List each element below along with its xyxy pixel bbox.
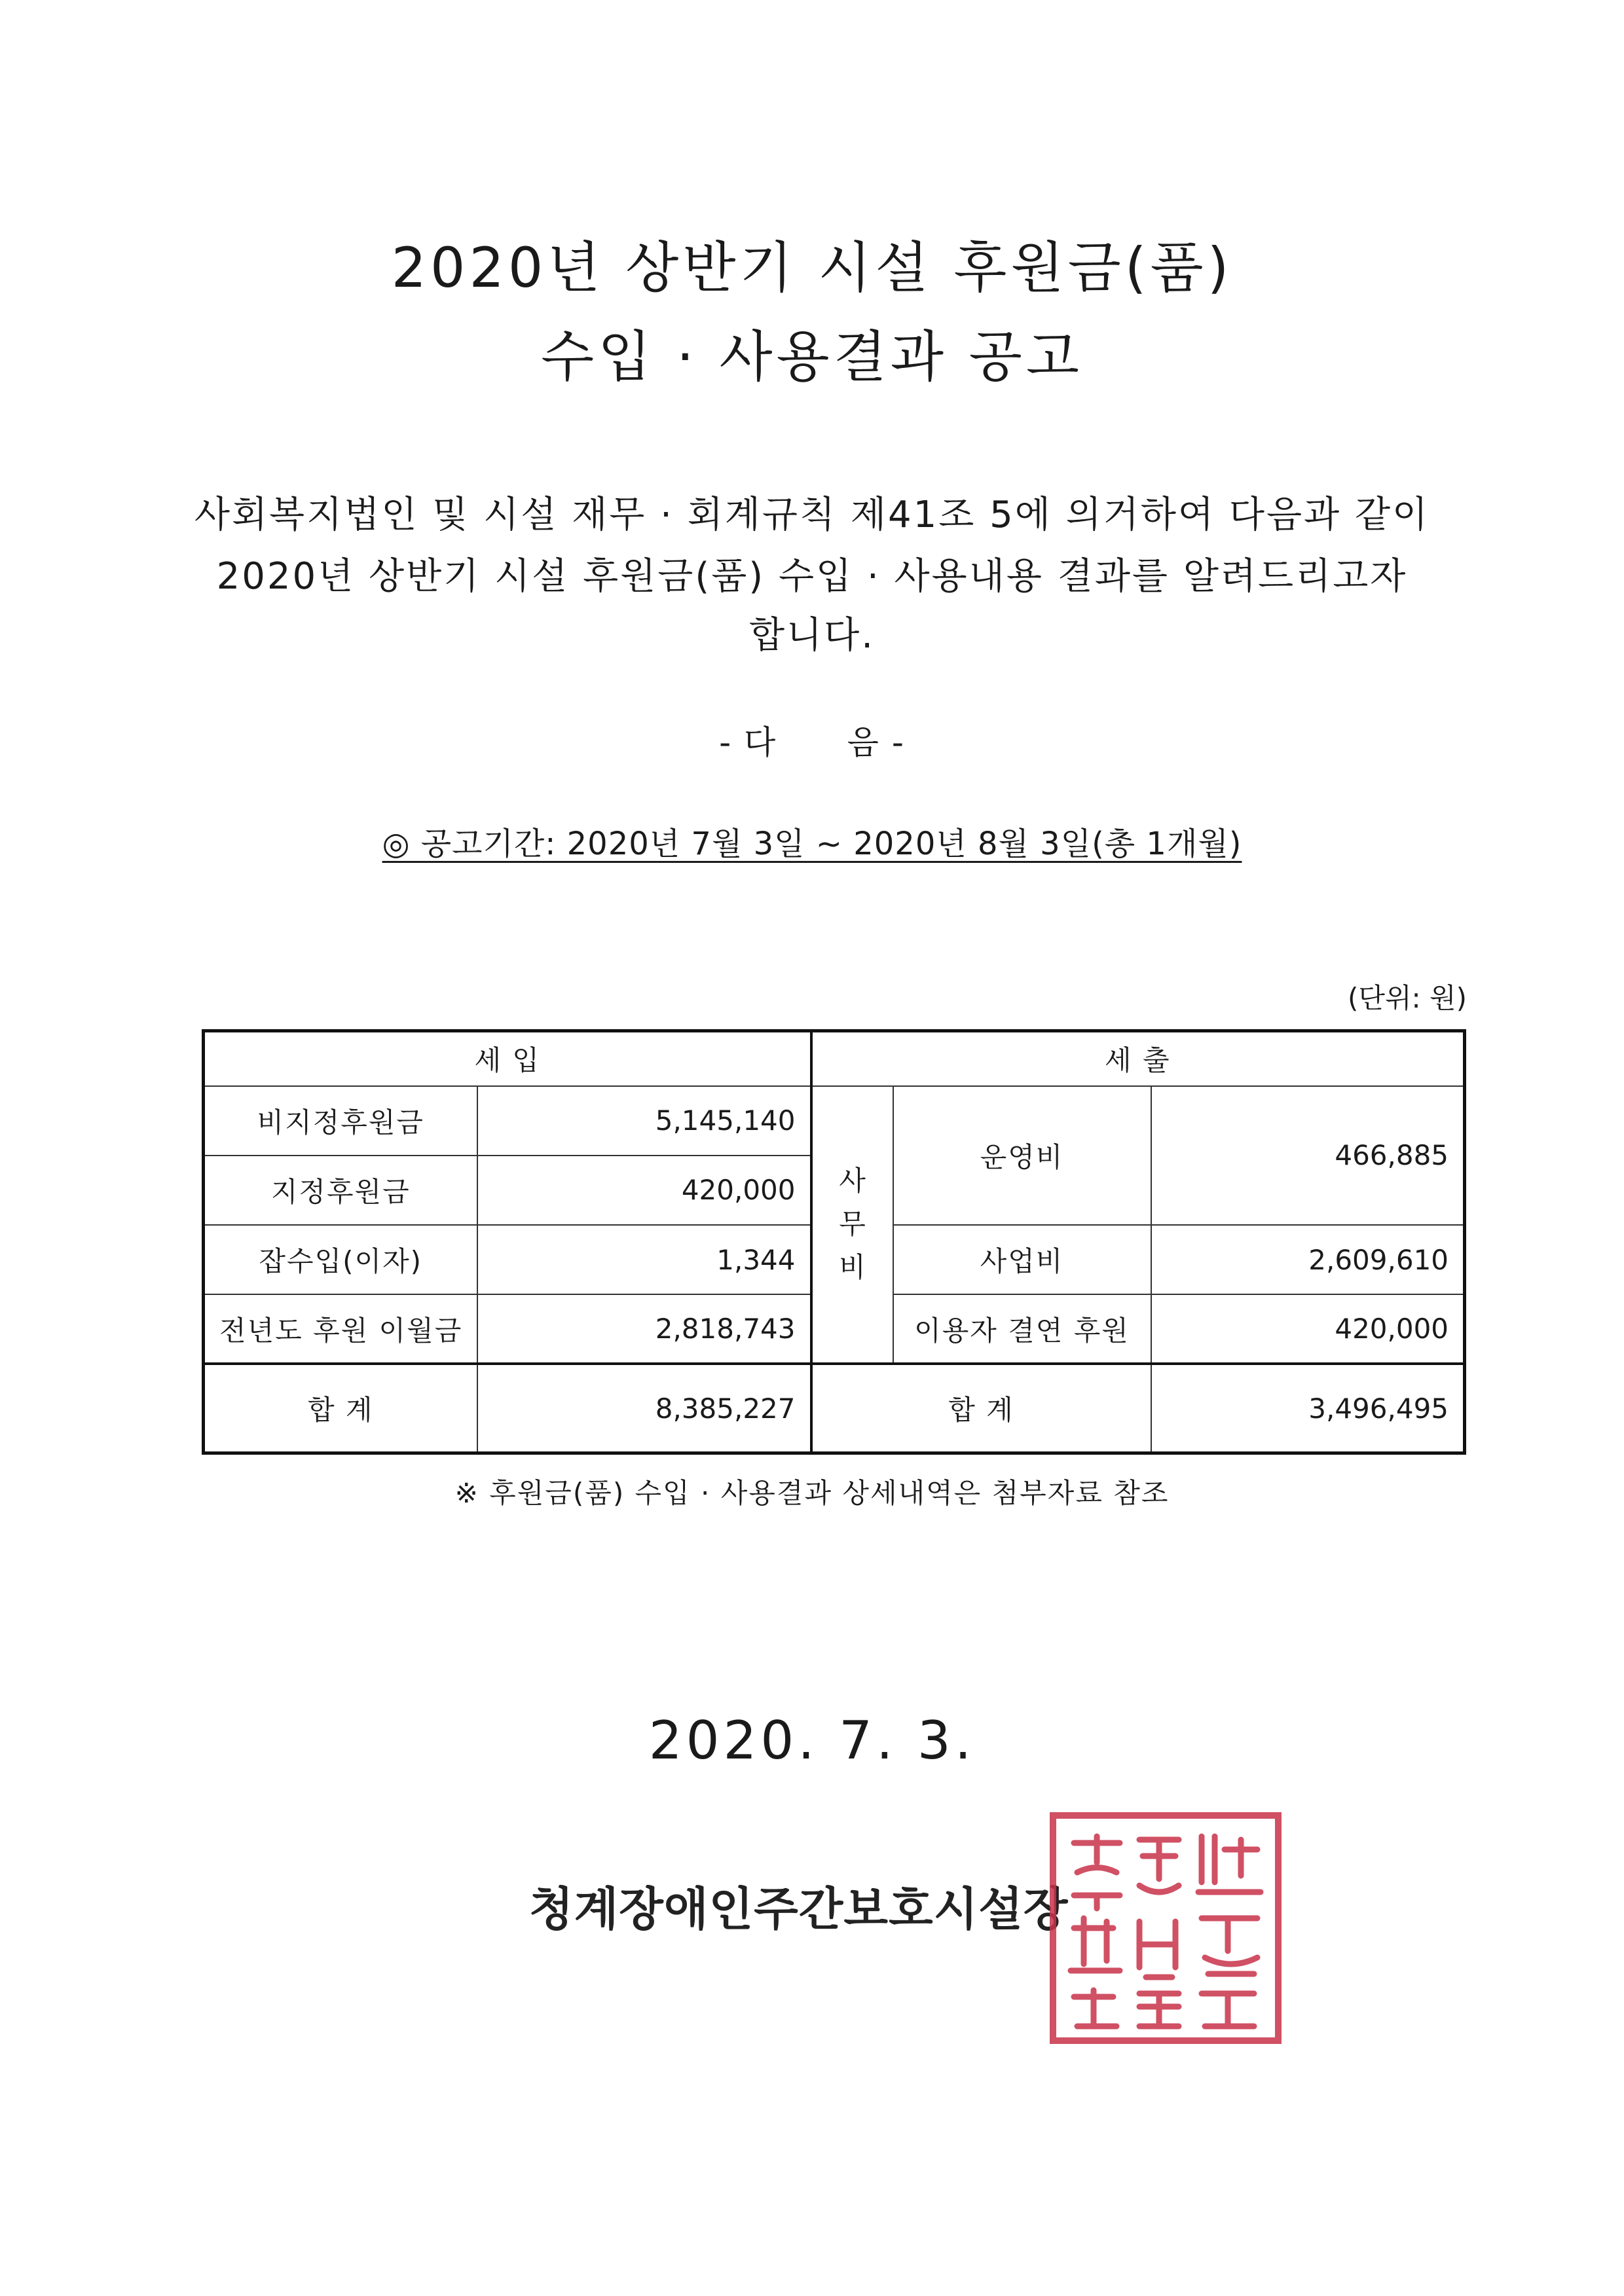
intro-line1: 사회복지법인 및 시설 재무 · 회계규칙 제41조 5에 의거하여 다음과 같이 — [194, 494, 1430, 536]
unit-label: (단위: 원) — [1348, 982, 1467, 1014]
income-total-label: 합 계 — [204, 1364, 477, 1453]
expense-value: 466,885 — [1151, 1086, 1465, 1225]
income-total-value: 8,385,227 — [477, 1364, 811, 1453]
intro-line3: 합니다. — [748, 614, 876, 657]
intro-line2: 2020년 상반기 시설 후원금(품) 수입 · 사용내용 결과를 알려드리고자 — [216, 555, 1408, 598]
income-value: 1,344 — [477, 1225, 811, 1294]
document-title-line1: 2020년 상반기 시설 후원금(품) — [391, 236, 1233, 300]
section-divider-text: - 다 음 - — [719, 723, 905, 761]
announcement-date: 2020. 7. 3. — [648, 1710, 976, 1771]
expense-total-label: 합 계 — [811, 1364, 1151, 1453]
expense-group-label — [811, 1086, 893, 1364]
expense-header: 세 출 — [811, 1031, 1465, 1086]
income-value: 420,000 — [477, 1156, 811, 1225]
document-title-line2: 수입 · 사용결과 공고 — [541, 325, 1083, 389]
income-label: 잡수입(이자) — [204, 1225, 477, 1294]
notice-period: ◎ 공고기간: 2020년 7월 3일 ~ 2020년 8월 3일(총 1개월) — [382, 826, 1242, 862]
income-label: 전년도 후원 이월금 — [204, 1294, 477, 1364]
income-value: 5,145,140 — [477, 1086, 811, 1156]
expense-group-char: 비 — [839, 1251, 866, 1284]
official-seal-icon — [1048, 1810, 1283, 2046]
income-value: 2,818,743 — [477, 1294, 811, 1364]
income-label: 지정후원금 — [204, 1156, 477, 1225]
expense-group-char: 무 — [839, 1208, 866, 1241]
income-header: 세 입 — [204, 1031, 811, 1086]
expense-value: 420,000 — [1151, 1294, 1465, 1364]
organization-name: 청계장애인주간보호시설장 — [529, 1882, 1069, 1936]
income-expense-table — [202, 1029, 1466, 1455]
expense-label: 이용자 결연 후원 — [893, 1294, 1151, 1364]
expense-total-value: 3,496,495 — [1151, 1364, 1465, 1453]
expense-value: 2,609,610 — [1151, 1225, 1465, 1294]
footnote: ※ 후원금(품) 수입 · 사용결과 상세내역은 첨부자료 참조 — [454, 1477, 1170, 1509]
income-label: 비지정후원금 — [204, 1086, 477, 1156]
expense-label: 사업비 — [893, 1225, 1151, 1294]
expense-label: 운영비 — [893, 1086, 1151, 1225]
expense-group-char: 사 — [839, 1165, 866, 1197]
